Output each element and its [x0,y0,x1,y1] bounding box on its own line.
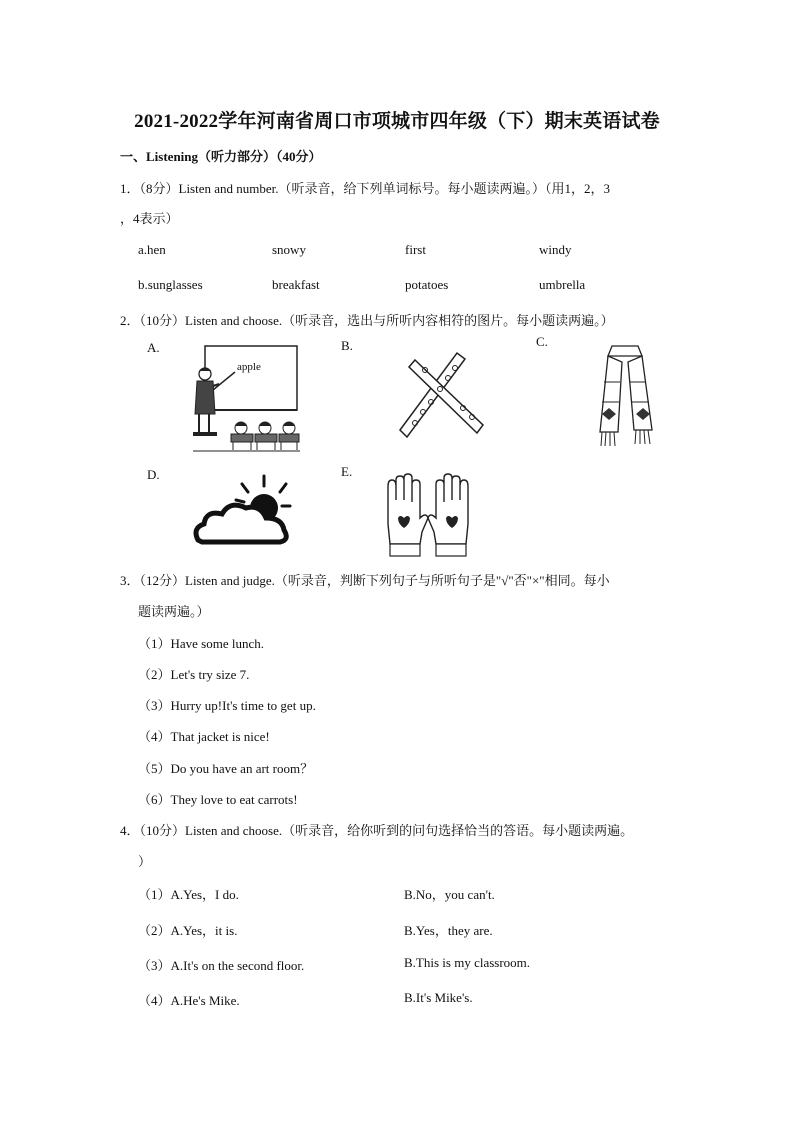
picture-label-d: D. [147,467,160,482]
question-2-prompt: 2．（10分）Listen and choose.（听录音，选出与所听内容相符的图片。每小题读两遍。） [120,313,614,328]
scarf-picture [590,342,660,450]
question-1-prompt: 1．（8分）Listen and number.（听录音，给下列单词标号。每小题读两遍。）（用1，2，3 [120,181,611,196]
word-a-4: windy [539,242,572,257]
word-b-4: umbrella [539,277,586,292]
choice-3-b: B.This is my classroom. [404,955,531,970]
judge-item-2: （2）Let's try size 7. [138,667,250,682]
question-4-prompt-cont: ） [138,854,152,869]
picture-label-a: A. [147,340,160,355]
picture-label-b: B. [341,338,353,353]
choice-4-b: B.It's Mike's. [404,990,473,1005]
teacher-blackboard-picture [185,344,300,454]
student-3 [279,422,299,450]
word-b-3: potatoes [405,277,449,292]
question-1-prompt-cont: ，4表示） [120,211,179,226]
judge-item-1: （1）Have some lunch. [138,636,265,651]
word-b-1: b.sunglasses [138,277,203,292]
word-a-3: first [405,242,426,257]
choice-1-b: B.No，you can't. [404,887,495,902]
picture-label-e: E. [341,464,353,479]
section-heading-listening: 一、Listening（听力部分）（40分） [120,149,322,164]
judge-item-6: （6）They love to eat carrots! [138,792,298,807]
question-4-prompt: 4．（10分）Listen and choose.（听录音，给你听到的问句选择恰当的答语。每小题读两遍。 [120,823,634,838]
choice-2-b: B.Yes，they are. [404,923,493,938]
crossed-pods-picture [395,345,490,440]
question-3-prompt-cont: 题读两遍。） [138,604,210,619]
board-word: apple [237,361,261,373]
judge-item-5: （5）Do you have an art room？ [138,761,314,776]
judge-item-4: （4）That jacket is nice! [138,729,270,744]
question-3-prompt: 3．（12分）Listen and judge.（听录音，判断下列句子与所听句子是"√"否"×"相同。每小 [120,573,610,588]
choice-2-a: （2）A.Yes，it is. [138,923,238,938]
right-glove [428,474,468,556]
student-1 [231,422,253,450]
choice-1-a: （1）A.Yes，I do. [138,887,239,902]
word-a-2: snowy [272,242,306,257]
choice-4-a: （4）A.He's Mike. [138,993,240,1008]
page-title: 2021-2022学年河南省周口市项城市四年级（下）期末英语试卷 [134,111,660,132]
word-b-2: breakfast [272,277,320,292]
choice-3-a: （3）A.It's on the second floor. [138,958,305,973]
left-glove [388,474,428,556]
student-2 [255,422,277,450]
word-a-1: a.hen [138,242,166,257]
picture-label-c: C. [536,334,548,349]
sun-cloud-picture [190,474,300,550]
gloves-picture [382,474,474,558]
judge-item-3: （3）Hurry up!It's time to get up. [138,698,316,713]
